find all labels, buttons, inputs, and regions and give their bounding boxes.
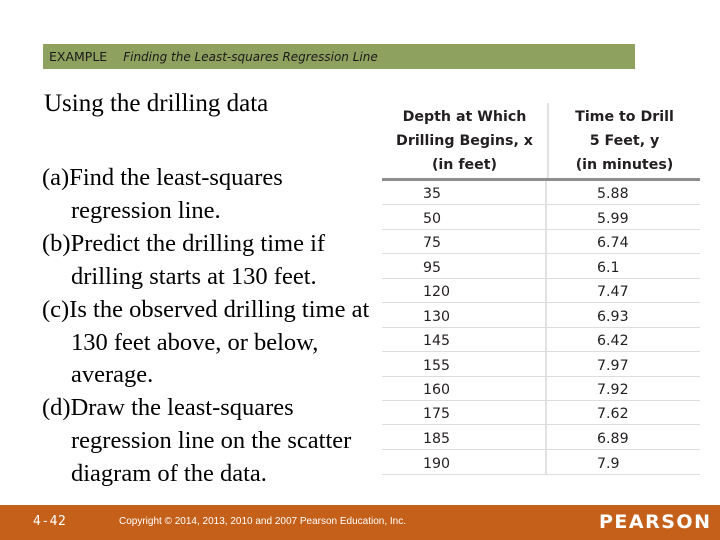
depth-cell: 185 [382,425,547,448]
header-time-label: Time to Drill 5 Feet, y (in minutes) [575,108,674,173]
table-row [382,377,700,401]
header-depth [382,103,549,178]
depth-cell: 120 [382,279,547,302]
depth-cell: 35 [382,181,547,204]
header-time [549,103,700,178]
depth-cell: 95 [382,254,547,277]
example-tag: EXAMPLE [49,49,108,64]
question-list [42,162,387,491]
time-cell: 6.89 [597,430,629,447]
time-cell: 5.99 [597,210,629,227]
time-cell: 6.42 [597,333,629,350]
time-cell: 5.88 [597,186,629,203]
copyright-text: Copyright © 2014, 2013, 2010 and 2007 Pearson Education, Inc. [119,516,407,527]
table-row [382,279,700,303]
depth-cell: 155 [382,352,547,375]
time-cell: 6.93 [597,308,629,325]
time-cell: 6.74 [597,235,629,252]
table-row [382,303,700,327]
drilling-data-table [382,103,700,475]
question-a: (a)Find the least-squares regression line. [42,164,283,224]
table-body [382,181,700,475]
question-b: (b)Predict the drilling time if drilling starts at 130 feet. [42,229,326,290]
table-row [382,352,700,376]
footer-bar [0,505,720,540]
table-row [382,328,700,352]
question-c: (c)Is the observed drilling time at 130 feet above, or below, average. [42,295,370,389]
table-header [382,103,700,178]
time-cell: 7.92 [597,381,629,398]
depth-cell: 160 [382,377,547,400]
time-cell: 7.9 [597,456,620,473]
time-cell: 7.97 [597,357,629,374]
table-row [382,425,700,449]
pearson-logo: PEARSON [599,511,712,533]
table-row [382,450,700,474]
table-row [382,230,700,254]
depth-cell: 75 [382,230,547,253]
intro-text: Using the drilling data [44,90,269,117]
table-row [382,205,700,229]
header-depth-label: Depth at Which Drilling Begins, x (in feet) [396,108,533,173]
depth-cell: 175 [382,401,547,424]
page-number: 4-42 [33,514,67,529]
depth-cell: 50 [382,205,547,228]
example-banner [43,44,635,69]
depth-cell: 190 [382,450,547,474]
table-row [382,254,700,278]
depth-cell: 130 [382,303,547,326]
depth-cell: 145 [382,328,547,351]
example-subtitle: Finding the Least-squares Regression Line [123,49,378,64]
time-cell: 7.47 [597,284,629,301]
table-row [382,401,700,425]
time-cell: 6.1 [597,259,620,276]
table-row [382,181,700,205]
question-d: (d)Draw the least-squares regression line on the scatter diagram of the data. [42,394,352,488]
time-cell: 7.62 [597,406,629,423]
